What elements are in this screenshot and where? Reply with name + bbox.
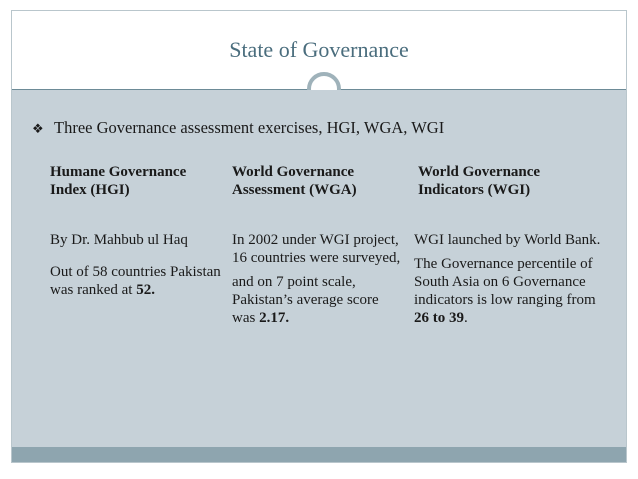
paragraph-text: The Governance percentile of South Asia on 6 Governance indicators is low ranging from: [414, 256, 596, 308]
column-paragraph: In 2002 under WGI project, 16 countries were surveyed,: [232, 232, 401, 266]
slide: [11, 10, 627, 463]
column-wga: [232, 163, 402, 327]
column-paragraph: By Dr. Mahbub ul Haq: [50, 232, 188, 248]
slide-title: State of Governance: [229, 37, 409, 62]
column-paragraph: [414, 255, 604, 327]
highlight-value: 52.: [136, 282, 155, 298]
footer-band: [12, 447, 626, 462]
column-heading: Humane Governance Index (HGI): [50, 164, 187, 198]
highlight-value: 26 to 39: [414, 310, 464, 326]
column-wgi: [414, 163, 604, 327]
paragraph-text: Out of 58 countries Pakistan was ranked at: [50, 264, 221, 298]
column-heading: World Governance Indicators (WGI): [418, 164, 541, 198]
column-hgi: [50, 163, 222, 299]
paragraph-end: .: [464, 310, 468, 326]
column-heading: World Governance Assessment (WGA): [232, 164, 357, 198]
column-paragraph: WGI launched by World Bank.: [414, 232, 601, 248]
diamond-bullet-icon: ❖: [32, 120, 44, 136]
bullet-item: [32, 118, 444, 138]
column-paragraph: [232, 273, 402, 327]
column-paragraph: [50, 263, 222, 299]
paragraph-text: and on 7 point scale, Pakistan’s average score was: [232, 274, 379, 326]
slide-content: [12, 90, 626, 450]
highlight-value: 2.17.: [259, 310, 290, 326]
bullet-text: Three Governance assessment exercises, HGI, WGA, WGI: [54, 118, 445, 137]
